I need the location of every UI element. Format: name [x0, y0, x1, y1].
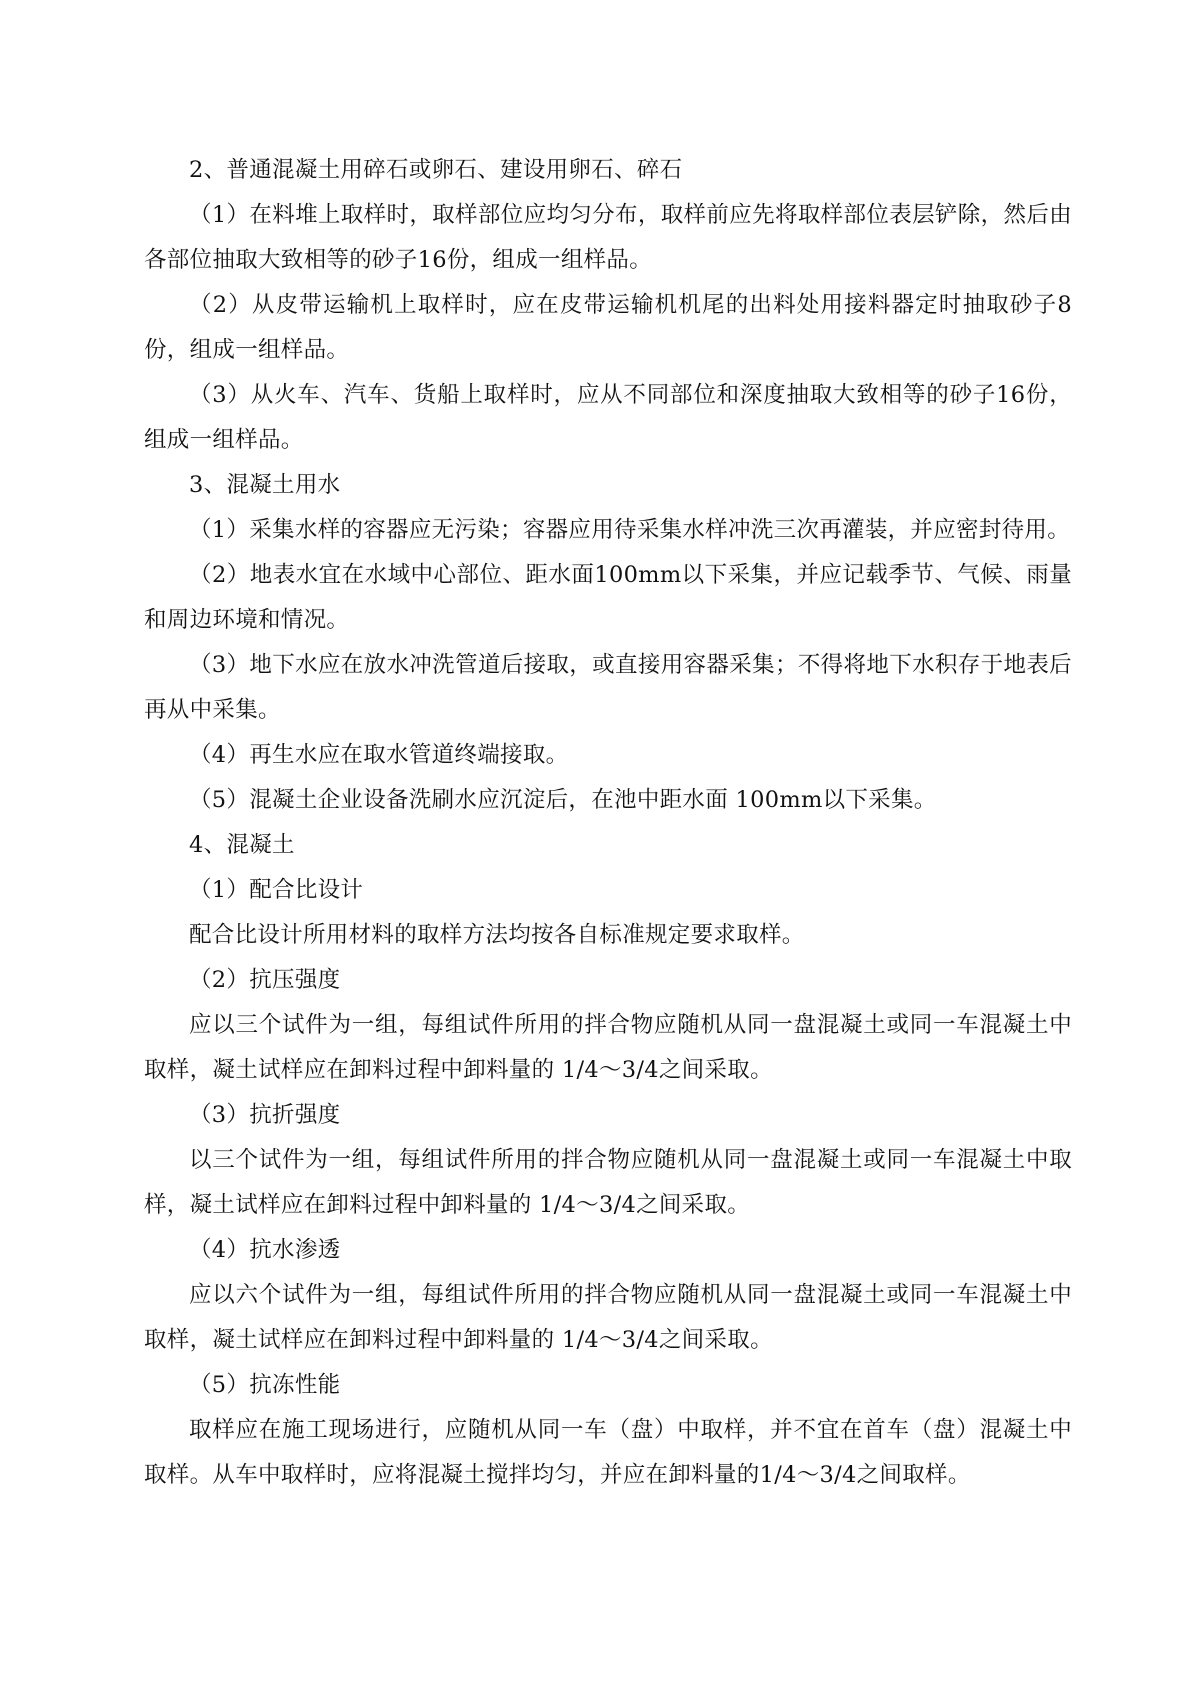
subheading-mix-design: （1）配合比设计 — [189, 877, 364, 903]
subheading-compressive-strength: （2）抗压强度 — [189, 967, 341, 993]
subheading-water-permeability: （4）抗水渗透 — [189, 1237, 341, 1263]
paragraph-water-container: （1）采集水样的容器应无污染；容器应用待采集水样冲洗三次再灌装，并应密封待用。 — [189, 517, 1071, 543]
paragraph-flexural-strength: 以三个试件为一组，每组试件所用的拌合物应随机从同一盘混凝土或同一车混凝土中取样，凝土试样应在卸料过程中卸料量的 1/4～3/4之间采取。 — [144, 1147, 1072, 1218]
subheading-frost-resistance: （5）抗冻性能 — [189, 1372, 341, 1398]
paragraph-frost-resistance: 取样应在施工现场进行，应随机从同一车（盘）中取样，并不宜在首车（盘）混凝土中取样。从车中取样时，应将混凝土搅拌均匀，并应在卸料量的1/4～3/4之间取样。 — [144, 1417, 1072, 1488]
paragraph-mix-design: 配合比设计所用材料的取样方法均按各自标准规定要求取样。 — [189, 922, 805, 948]
paragraph-water-permeability: 应以六个试件为一组，每组试件所用的拌合物应随机从同一盘混凝土或同一车混凝土中取样，凝土试样应在卸料过程中卸料量的 1/4～3/4之间采取。 — [144, 1282, 1072, 1353]
paragraph-wash-water: （5）混凝土企业设备洗刷水应沉淀后，在池中距水面 100mm以下采集。 — [189, 787, 937, 813]
section-heading-coarse-aggregate: 2、普通混凝土用碎石或卵石、建设用卵石、碎石 — [189, 157, 683, 183]
subheading-flexural-strength: （3）抗折强度 — [189, 1102, 341, 1128]
paragraph-surface-water: （2）地表水宜在水域中心部位、距水面100mm以下采集，并应记载季节、气候、雨量和周边环境和情况。 — [144, 562, 1072, 633]
paragraph-groundwater: （3）地下水应在放水冲洗管道后接取，或直接用容器采集；不得将地下水积存于地表后再从中采集。 — [144, 652, 1072, 723]
paragraph-conveyor-sampling: （2）从皮带运输机上取样时，应在皮带运输机机尾的出料处用接料器定时抽取砂子8份，组成一组样品。 — [144, 292, 1072, 363]
paragraph-reclaimed-water: （4）再生水应在取水管道终端接取。 — [189, 742, 569, 768]
paragraph-stockpile-sampling: （1）在料堆上取样时，取样部位应均匀分布，取样前应先将取样部位表层铲除，然后由各部位抽取大致相等的砂子16份，组成一组样品。 — [144, 202, 1072, 273]
section-heading-water: 3、混凝土用水 — [189, 472, 341, 498]
section-heading-concrete: 4、混凝土 — [189, 832, 295, 858]
paragraph-vehicle-sampling: （3）从火车、汽车、货船上取样时，应从不同部位和深度抽取大致相等的砂子16份，组成一组样品。 — [144, 382, 1072, 453]
document-body — [144, 148, 1072, 1498]
paragraph-compressive-strength: 应以三个试件为一组，每组试件所用的拌合物应随机从同一盘混凝土或同一车混凝土中取样，凝土试样应在卸料过程中卸料量的 1/4～3/4之间采取。 — [144, 1012, 1072, 1083]
